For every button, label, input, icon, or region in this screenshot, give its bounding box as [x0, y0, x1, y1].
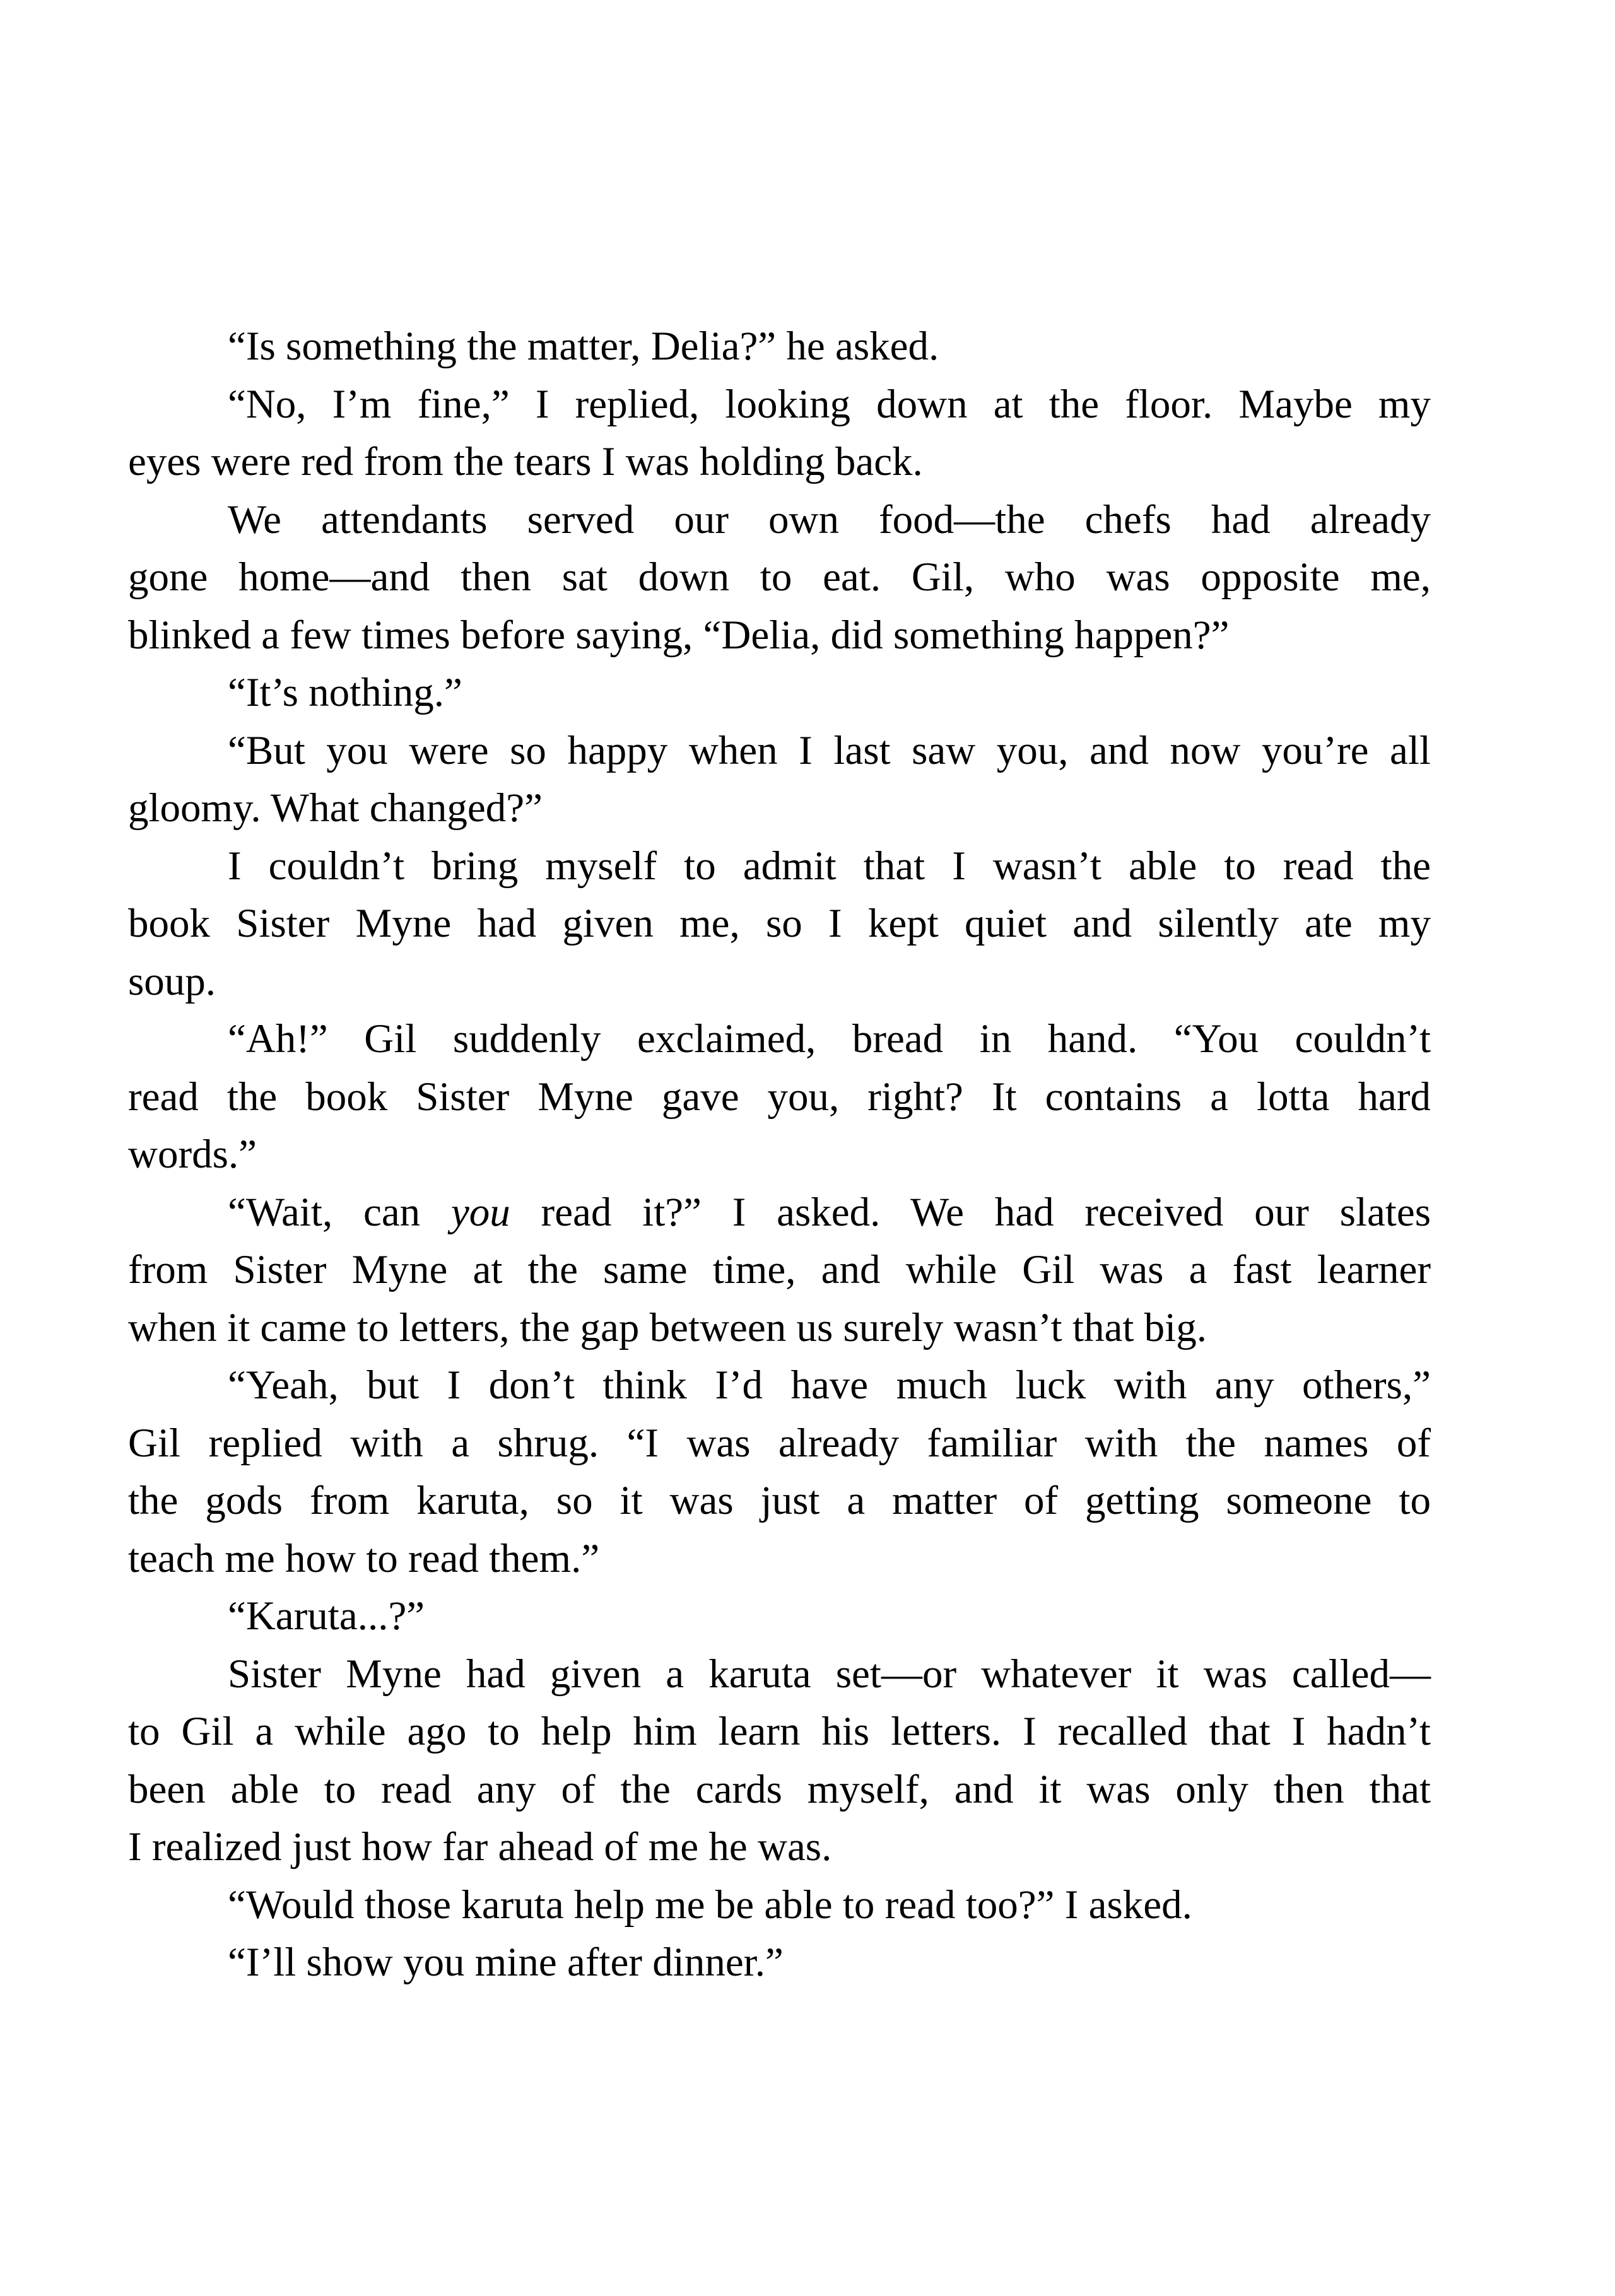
paragraph: [128, 1357, 1431, 1588]
text-line: gone home—and then sat down to eat. Gil, who was opposite me,: [128, 554, 1431, 600]
paragraph: [128, 1934, 1431, 1992]
paragraph: [128, 838, 1431, 1011]
paragraph: [128, 1588, 1431, 1646]
paragraph: [128, 1646, 1431, 1877]
paragraph: [128, 1010, 1431, 1184]
text-line: I couldn’t bring myself to admit that I wasn’t able to read the: [228, 843, 1431, 889]
text-line: We attendants served our own food—the chefs had already: [228, 496, 1431, 542]
paragraph: [128, 318, 1431, 376]
paragraph: [128, 722, 1431, 838]
paragraph: [128, 664, 1431, 722]
text-line: “I’ll show you mine after dinner.”: [228, 1940, 784, 1985]
text-line: “Would those karuta help me be able to read too?” I asked.: [228, 1882, 1192, 1928]
text-line: soup.: [128, 958, 216, 1004]
text-line: “Yeah, but I don’t think I’d have much luck with any others,”: [228, 1362, 1431, 1408]
paragraph: [128, 491, 1431, 665]
text-line: “No, I’m fine,” I replied, looking down at the floor. Maybe my: [228, 381, 1431, 427]
text-line: eyes were red from the tears I was holding back.: [128, 439, 923, 484]
text-line: Gil replied with a shrug. “I was already familiar with the names of: [128, 1420, 1431, 1466]
text-line: “Karuta...?”: [228, 1593, 425, 1639]
text-line: “Ah!” Gil suddenly exclaimed, bread in hand. “You couldn’t: [228, 1016, 1431, 1062]
paragraph: [128, 376, 1431, 491]
text-line: the gods from karuta, so it was just a matter of getting someone to: [128, 1478, 1431, 1523]
paragraph: [128, 1877, 1431, 1935]
text-line: “Is something the matter, Delia?” he asked.: [228, 324, 939, 369]
text-line: blinked a few times before saying, “Delia, did something happen?”: [128, 612, 1230, 658]
text-line: “Wait, can you read it?” I asked. We had received our slates: [228, 1189, 1431, 1235]
text-line: Sister Myne had given a karuta set—or whatever it was called—: [228, 1651, 1431, 1697]
text-line: teach me how to read them.”: [128, 1535, 600, 1581]
paragraph: [128, 1184, 1431, 1357]
text-line: from Sister Myne at the same time, and while Gil was a fast learner: [128, 1247, 1431, 1292]
page-text: [128, 318, 1431, 1992]
text-line: been able to read any of the cards myself, and it was only then that: [128, 1766, 1431, 1812]
text-line: “But you were so happy when I last saw you, and now you’re all: [228, 727, 1431, 773]
text-line: when it came to letters, the gap between us surely wasn’t that big.: [128, 1304, 1207, 1350]
text-line: I realized just how far ahead of me he was.: [128, 1824, 832, 1870]
text-line: read the book Sister Myne gave you, right? It contains a lotta hard: [128, 1074, 1431, 1120]
text-line: “It’s nothing.”: [228, 670, 462, 715]
text-line: book Sister Myne had given me, so I kept quiet and silently ate my: [128, 901, 1431, 946]
text-line: to Gil a while ago to help him learn his letters. I recalled that I hadn’t: [128, 1709, 1431, 1754]
text-line: words.”: [128, 1132, 257, 1177]
text-line: gloomy. What changed?”: [128, 785, 543, 831]
